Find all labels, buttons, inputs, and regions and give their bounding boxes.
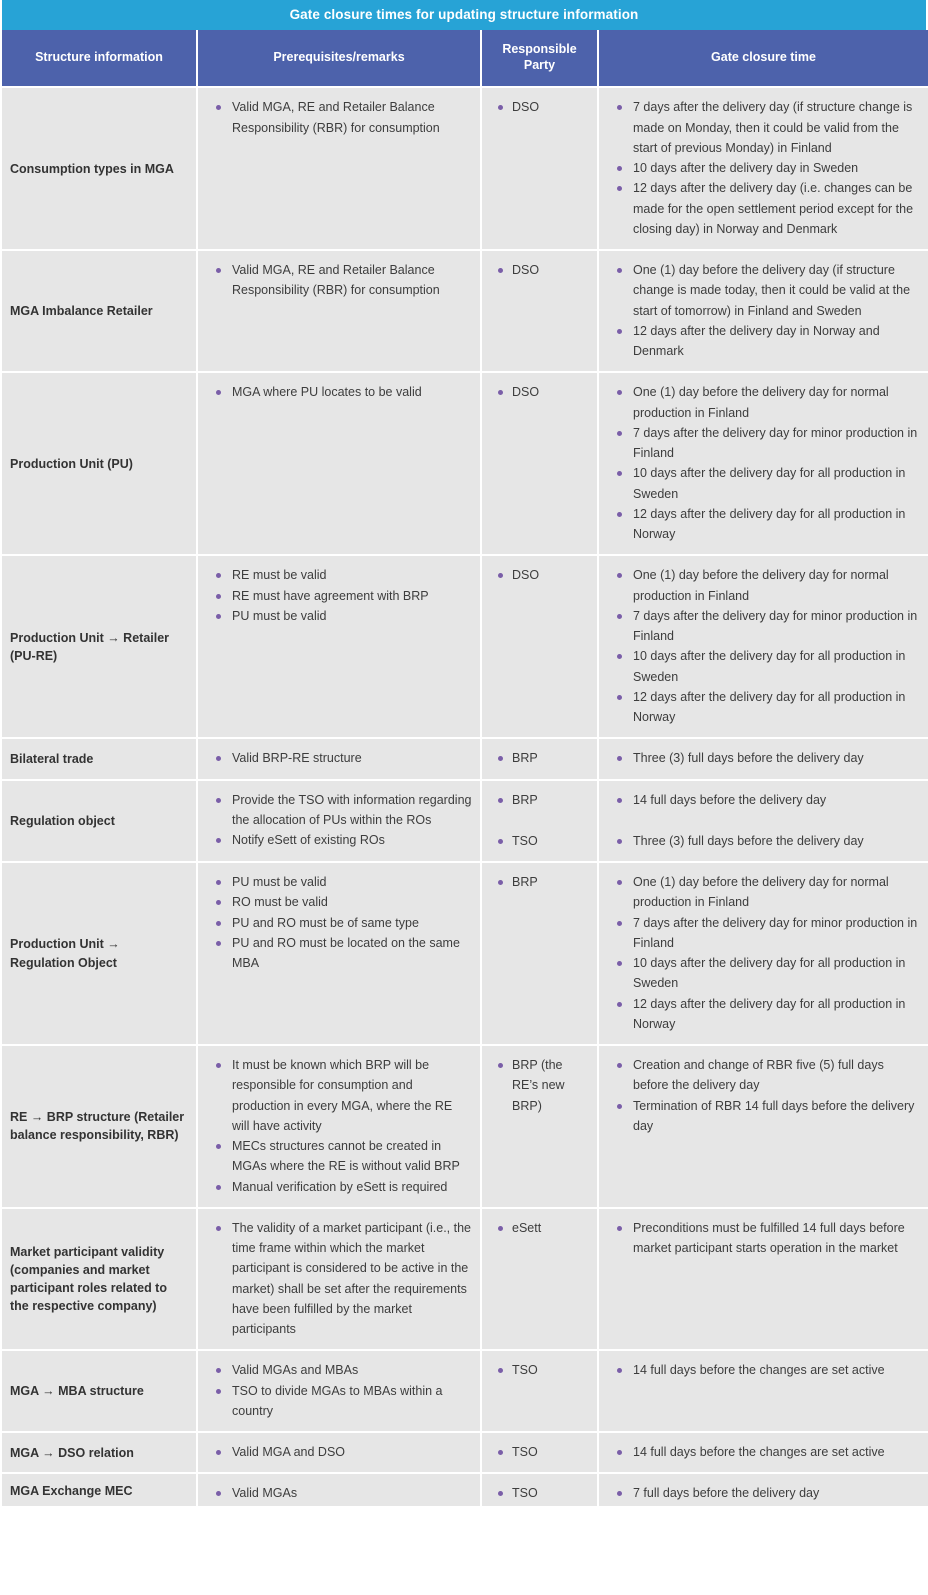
prerequisites-list [198,88,480,148]
gate-bullet: Preconditions must be fulfilled 14 full days before market participant starts operation in the market [599,1218,920,1259]
cell-prerequisites-remarks [197,1350,481,1432]
prerequisites-list [198,1433,480,1472]
party-bullet: TSO [482,1442,589,1462]
table-row [1,250,928,372]
prerequisites-list [198,1209,480,1350]
party-bullet: TSO [482,831,589,851]
table-row [1,738,928,779]
gate-bullet: 10 days after the delivery day for all production in Sweden [599,646,920,687]
party-list [482,1474,597,1503]
cell-structure-information: Bilateral trade [1,738,197,779]
cell-responsible-party [481,738,598,779]
party-list [482,88,597,127]
gate-bullet: One (1) day before the delivery day for normal production in Finland [599,382,920,423]
cell-gate-closure-time [598,1473,928,1506]
gate-bullet: 12 days after the delivery day for all production in Norway [599,687,920,728]
gate-bullet: 10 days after the delivery day for all production in Sweden [599,463,920,504]
cell-structure-information: RE → BRP structure (Retailer balance responsibility, RBR) [1,1045,197,1208]
prerequisites-bullet: Valid MGAs and MBAs [198,1360,472,1380]
cell-prerequisites-remarks [197,738,481,779]
gate-list [599,781,928,862]
gate-list [599,1433,928,1472]
table-row [1,1432,928,1473]
cell-structure-information: Production Unit (PU) [1,372,197,555]
prerequisites-bullet: MECs structures cannot be created in MGAs where the RE is without valid BRP [198,1136,472,1177]
party-list [482,781,597,862]
party-list [482,1046,597,1126]
cell-gate-closure-time [598,1350,928,1432]
cell-responsible-party [481,1432,598,1473]
cell-responsible-party [481,1473,598,1506]
cell-gate-closure-time [598,555,928,738]
table-row [1,1208,928,1351]
cell-prerequisites-remarks [197,372,481,555]
gate-bullet: 12 days after the delivery day in Norway and Denmark [599,321,920,362]
cell-structure-information: MGA Exchange MEC [1,1473,197,1506]
cell-gate-closure-time [598,862,928,1045]
cell-prerequisites-remarks [197,555,481,738]
party-list [482,373,597,412]
party-bullet: TSO [482,1483,589,1503]
cell-structure-information: MGA → DSO relation [1,1432,197,1473]
cell-responsible-party [481,862,598,1045]
table-row [1,862,928,1045]
column-header-responsible-party: Responsible Party [481,30,598,87]
table-row [1,780,928,863]
party-bullet: BRP (the RE’s new BRP) [482,1055,589,1116]
gate-bullet: 10 days after the delivery day in Sweden [599,158,920,178]
prerequisites-list [198,781,480,861]
cell-prerequisites-remarks [197,1473,481,1506]
gate-closure-times-table [0,30,928,1506]
cell-prerequisites-remarks [197,862,481,1045]
prerequisites-bullet: TSO to divide MGAs to MBAs within a country [198,1381,472,1422]
cell-gate-closure-time [598,250,928,372]
party-list [482,556,597,595]
prerequisites-bullet: Manual verification by eSett is required [198,1177,472,1197]
table-row [1,555,928,738]
party-list [482,739,597,778]
column-header-structure-information: Structure information [1,30,197,87]
prerequisites-list [198,373,480,412]
table-row [1,1350,928,1432]
prerequisites-bullet: PU and RO must be located on the same MBA [198,933,472,974]
gate-bullet: 12 days after the delivery day for all production in Norway [599,994,920,1035]
gate-bullet: Creation and change of RBR five (5) full days before the delivery day [599,1055,920,1096]
cell-responsible-party [481,1208,598,1351]
party-bullet: DSO [482,565,589,585]
gate-bullet: 7 days after the delivery day for minor production in Finland [599,423,920,464]
gate-list [599,1351,928,1390]
cell-structure-information: MGA → MBA structure [1,1350,197,1432]
party-bullet: DSO [482,382,589,402]
gate-bullet: 12 days after the delivery day (i.e. changes can be made for the open settlement period except for the closing day) in Norway and Denmark [599,178,920,239]
party-bullet: BRP [482,748,589,768]
prerequisites-bullet: MGA where PU locates to be valid [198,382,472,402]
cell-gate-closure-time [598,372,928,555]
cell-structure-information: MGA Imbalance Retailer [1,250,197,372]
gate-list [599,1474,928,1503]
party-bullet: TSO [482,1360,589,1380]
prerequisites-list [198,1474,480,1503]
table-title: Gate closure times for updating structure information [0,0,928,30]
cell-gate-closure-time [598,1045,928,1208]
gate-list [599,739,928,778]
prerequisites-bullet: PU and RO must be of same type [198,913,472,933]
column-header-prerequisites-remarks: Prerequisites/remarks [197,30,481,87]
cell-prerequisites-remarks [197,250,481,372]
cell-gate-closure-time [598,780,928,863]
prerequisites-bullet: RO must be valid [198,892,472,912]
cell-prerequisites-remarks [197,87,481,250]
party-bullet: BRP [482,790,589,810]
prerequisites-bullet: Provide the TSO with information regarding the allocation of PUs within the ROs [198,790,472,831]
gate-bullet: One (1) day before the delivery day for normal production in Finland [599,565,920,606]
prerequisites-list [198,251,480,311]
table-row [1,87,928,250]
gate-bullet: 7 full days before the delivery day [599,1483,920,1503]
prerequisites-bullet: PU must be valid [198,872,472,892]
prerequisites-bullet: Valid MGA, RE and Retailer Balance Responsibility (RBR) for consumption [198,97,472,138]
cell-responsible-party [481,87,598,250]
gate-list [599,1209,928,1269]
prerequisites-list [198,863,480,983]
cell-structure-information: Market participant validity (companies and market participant roles related to the respective company) [1,1208,197,1351]
cell-prerequisites-remarks [197,1045,481,1208]
table-header [1,30,928,87]
cell-prerequisites-remarks [197,1208,481,1351]
table-body [1,87,928,1506]
cell-responsible-party [481,780,598,863]
gate-list [599,251,928,371]
cell-prerequisites-remarks [197,1432,481,1473]
gate-list [599,373,928,554]
prerequisites-bullet: Valid MGA, RE and Retailer Balance Responsibility (RBR) for consumption [198,260,472,301]
party-bullet: eSett [482,1218,589,1238]
header-row [1,30,928,87]
gate-bullet: Termination of RBR 14 full days before the delivery day [599,1096,920,1137]
cell-structure-information: Regulation object [1,780,197,863]
gate-bullet: 7 days after the delivery day for minor production in Finland [599,913,920,954]
gate-bullet: 14 full days before the changes are set active [599,1360,920,1380]
gate-bullet: 7 days after the delivery day for minor production in Finland [599,606,920,647]
gate-bullet: Three (3) full days before the delivery day [599,831,920,851]
gate-list [599,863,928,1044]
gate-bullet: 14 full days before the delivery day [599,790,920,810]
party-list [482,251,597,290]
cell-prerequisites-remarks [197,780,481,863]
table-row [1,1045,928,1208]
cell-gate-closure-time [598,1208,928,1351]
gate-bullet: 12 days after the delivery day for all production in Norway [599,504,920,545]
gate-bullet: 7 days after the delivery day (if structure change is made on Monday, then it could be valid from the start of previous Monday) in Finland [599,97,920,158]
cell-responsible-party [481,372,598,555]
gate-bullet: Three (3) full days before the delivery day [599,748,920,768]
prerequisites-bullet: PU must be valid [198,606,472,626]
prerequisites-bullet: RE must be valid [198,565,472,585]
prerequisites-bullet: Valid MGAs [198,1483,472,1503]
cell-structure-information: Production Unit → Regulation Object [1,862,197,1045]
cell-gate-closure-time [598,738,928,779]
cell-responsible-party [481,1350,598,1432]
cell-responsible-party [481,250,598,372]
prerequisites-bullet: It must be known which BRP will be responsible for consumption and production in every MGA, where the RE will have activity [198,1055,472,1136]
gate-list [599,88,928,249]
gate-bullet: 14 full days before the changes are set active [599,1442,920,1462]
prerequisites-list [198,556,480,636]
party-bullet: DSO [482,260,589,280]
gate-bullet: One (1) day before the delivery day (if structure change is made today, then it could be valid at the start of tomorrow) in Finland and Sweden [599,260,920,321]
party-list [482,863,597,902]
cell-responsible-party [481,1045,598,1208]
table-row [1,372,928,555]
prerequisites-list [198,739,480,778]
cell-structure-information: Production Unit → Retailer (PU-RE) [1,555,197,738]
prerequisites-bullet: Valid MGA and DSO [198,1442,472,1462]
prerequisites-bullet: Valid BRP-RE structure [198,748,472,768]
prerequisites-list [198,1046,480,1207]
cell-gate-closure-time [598,87,928,250]
party-list [482,1209,597,1248]
party-list [482,1351,597,1390]
table-row [1,1473,928,1506]
prerequisites-list [198,1351,480,1431]
party-bullet: DSO [482,97,589,117]
cell-structure-information: Consumption types in MGA [1,87,197,250]
prerequisites-bullet: RE must have agreement with BRP [198,586,472,606]
gate-bullet: One (1) day before the delivery day for normal production in Finland [599,872,920,913]
column-header-gate-closure-time: Gate closure time [598,30,928,87]
prerequisites-bullet: The validity of a market participant (i.e., the time frame within which the market participant is considered to be active in the market) shall be set after the requirements have been fulfilled by the market participants [198,1218,472,1340]
gate-bullet: 10 days after the delivery day for all production in Sweden [599,953,920,994]
party-list [482,1433,597,1472]
party-bullet: BRP [482,872,589,892]
gate-list [599,1046,928,1146]
gate-list [599,556,928,737]
prerequisites-bullet: Notify eSett of existing ROs [198,830,472,850]
cell-gate-closure-time [598,1432,928,1473]
cell-responsible-party [481,555,598,738]
